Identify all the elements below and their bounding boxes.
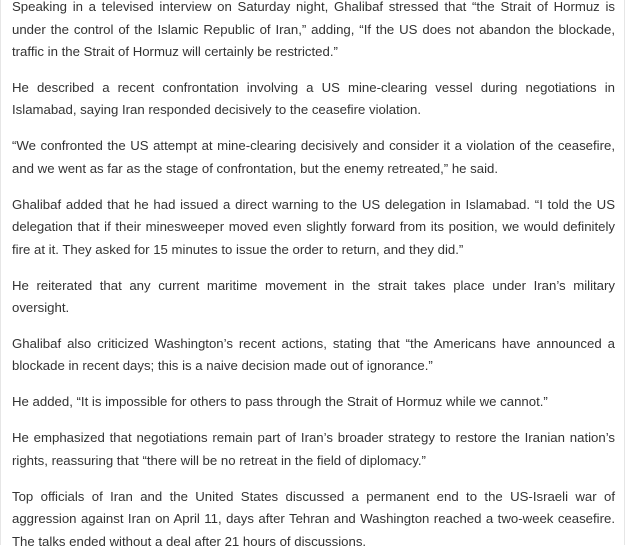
article-paragraph: He described a recent confrontation involving a US mine-clearing vessel during negotiations in Islamabad, saying Iran responded decisively to the ceasefire violation.: [12, 79, 615, 118]
article-paragraph: Speaking in a televised interview on Saturday night, Ghalibaf stressed that “the Strait of Hormuz is under the control of the Islamic Republic of Iran,” adding, “If the US does not abandon the blockade, traffic in the Strait of Hormuz will certainly be restricted.”: [12, 0, 615, 59]
article-paragraph: Ghalibaf added that he had issued a direct warning to the US delegation in Islamabad. “I told the US delegation that if their minesweeper moved even slightly forward from its position, we would definitely fire at it. They asked for 15 minutes to issue the order to return, and they did.”: [12, 196, 615, 257]
article-paragraph: He added, “It is impossible for others to pass through the Strait of Hormuz while we cannot.”: [12, 394, 548, 410]
article-paragraph: He emphasized that negotiations remain part of Iran’s broader strategy to restore the Iranian nation’s rights, reassuring that “there will be no retreat in the field of diplomacy.”: [12, 430, 615, 468]
article-paragraph: He reiterated that any current maritime movement in the strait takes place under Iran’s military oversight.: [12, 277, 615, 316]
article-paragraph: “We confronted the US attempt at mine-clearing decisively and consider it a violation of the ceasefire, and we went as far as the stage of confrontation, but the enemy retreated,” he said.: [12, 138, 615, 176]
article-paragraph: Top officials of Iran and the United States discussed a permanent end to the US-Israeli war of aggression against Iran on April 11, days after Tehran and Washington reached a two-week ceasefire. The talks ended without a deal after 21 hours of discussions.: [12, 488, 615, 549]
article-paragraph: Ghalibaf also criticized Washington’s recent actions, stating that “the Americans have announced a blockade in recent days; this is a naive decision made out of ignorance.”: [12, 335, 615, 374]
